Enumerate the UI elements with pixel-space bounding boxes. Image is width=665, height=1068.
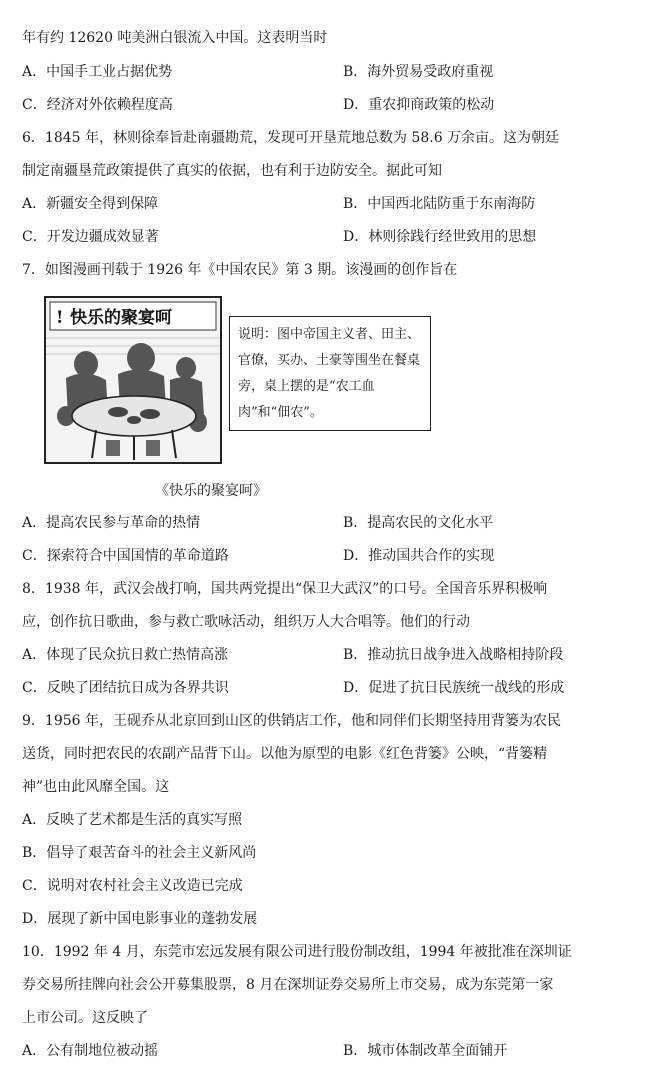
q8-stem-line1: 8．1938 年，武汉会战打响，国共两党提出“保卫大武汉”的口号。全国音乐界积极响 xyxy=(22,581,548,597)
cartoon-caption: 《快乐的聚宴呵》 xyxy=(155,483,267,499)
q8-option-c[interactable]: C．反映了团结抗日成为各界共识 xyxy=(22,680,229,696)
q9-option-d[interactable]: D．展现了新中国电影事业的蓬勃发展 xyxy=(22,911,258,927)
q6-stem-line2: 制定南疆垦荒政策提供了真实的依据，也有利于边防安全。据此可知 xyxy=(22,163,442,179)
cartoon-image xyxy=(44,296,222,464)
q7-stem: 7．如图漫画刊载于 1926 年《中国农民》第 3 期。该漫画的创作旨在 xyxy=(22,262,458,278)
q10-stem-line1: 10．1992 年 4 月，东莞市宏远发展有限公司进行股份制改组，1994 年被批准在深圳证 xyxy=(22,944,572,960)
q5-option-d[interactable]: D．重农抑商政策的松动 xyxy=(343,97,495,113)
q5-option-a[interactable]: A．中国手工业占据优势 xyxy=(22,64,173,80)
q10-stem-line2: 券交易所挂牌向社会公开募集股票，8 月在深圳证券交易所上市交易，成为东莞第一家 xyxy=(22,977,554,993)
q6-option-d[interactable]: D．林则徐践行经世致用的思想 xyxy=(343,229,537,245)
q9-option-b[interactable]: B．倡导了艰苦奋斗的社会主义新风尚 xyxy=(22,845,257,861)
q8-option-d[interactable]: D．促进了抗日民族统一战线的形成 xyxy=(343,680,565,696)
q9-option-a[interactable]: A．反映了艺术都是生活的真实写照 xyxy=(22,812,243,828)
q10-option-a[interactable]: A．公有制地位被动摇 xyxy=(22,1043,159,1059)
q5-stem: 年有约 12620 吨美洲白银流入中国。这表明当时 xyxy=(22,30,328,46)
q5-option-b[interactable]: B．海外贸易受政府重视 xyxy=(343,64,494,80)
q6-option-c[interactable]: C．开发边疆成效显著 xyxy=(22,229,159,245)
cartoon-note-text: 说明：图中帝国主义者、田主、官僚，买办、土豪等围坐在餐桌旁，桌上摆的是“农工血肉”和“佃农”。 xyxy=(238,327,421,420)
q10-stem-line3: 上市公司。这反映了 xyxy=(22,1010,148,1026)
q8-option-b[interactable]: B．推动抗日战争进入战略相持阶段 xyxy=(343,647,564,663)
q6-option-b[interactable]: B．中国西北陆防重于东南海防 xyxy=(343,196,536,212)
q9-stem-line2: 送货，同时把农民的农副产品背下山。以他为原型的电影《红色背篓》公映，“背篓精 xyxy=(22,746,548,762)
q8-option-a[interactable]: A．体现了民众抗日救亡热情高涨 xyxy=(22,647,229,663)
cartoon-title: ! xyxy=(56,308,64,328)
q7-option-a[interactable]: A．提高农民参与革命的热情 xyxy=(22,515,201,531)
q10-option-b[interactable]: B．城市体制改革全面铺开 xyxy=(343,1043,508,1059)
q6-option-a[interactable]: A．新疆安全得到保障 xyxy=(22,196,159,212)
q6-stem-line1: 6．1845 年，林则徐奉旨赴南疆勘荒，发现可开垦荒地总数为 58.6 万余亩。这为朝廷 xyxy=(22,130,560,146)
q9-stem-line1: 9．1956 年，王砚乔从北京回到山区的供销店工作，他和同伴们长期坚持用背篓为农民 xyxy=(22,713,561,729)
q7-option-c[interactable]: C．探索符合中国国情的革命道路 xyxy=(22,548,229,564)
q7-option-b[interactable]: B．提高农民的文化水平 xyxy=(343,515,494,531)
cartoon-title-text: 快乐的聚宴呵 xyxy=(70,308,172,328)
q8-stem-line2: 应，创作抗日歌曲，参与救亡歌咏活动，组织万人大合唱等。他们的行动 xyxy=(22,614,470,630)
cartoon-note-box xyxy=(229,316,431,431)
q5-option-c[interactable]: C．经济对外依赖程度高 xyxy=(22,97,173,113)
cartoon-drawing xyxy=(46,298,220,462)
q9-option-c[interactable]: C．说明对农村社会主义改造已完成 xyxy=(22,878,243,894)
q9-stem-line3: 神”也由此风靡全国。这 xyxy=(22,779,170,795)
q7-option-d[interactable]: D．推动国共合作的实现 xyxy=(343,548,495,564)
